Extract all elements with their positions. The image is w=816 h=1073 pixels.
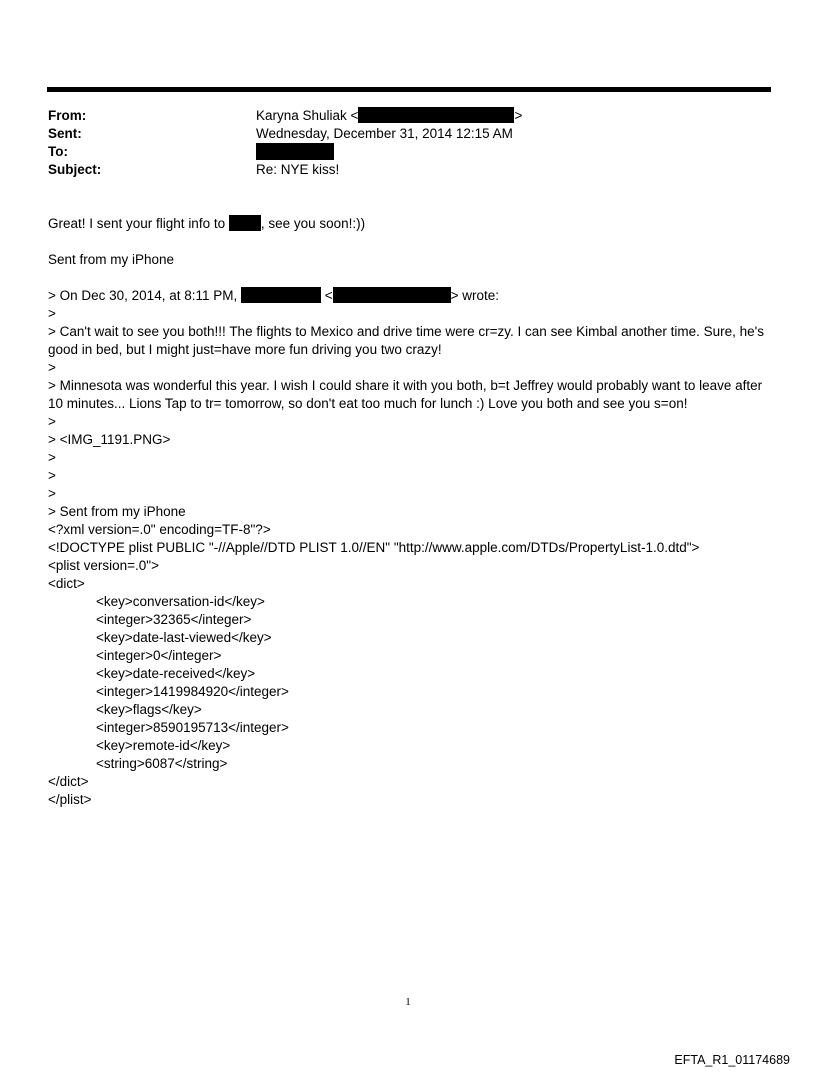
quote-intro-middle: < — [321, 288, 333, 303]
redaction-bar — [333, 287, 451, 303]
subject-value: Re: NYE kiss! — [256, 162, 340, 177]
plist-close-tag: </plist> — [48, 792, 92, 807]
plist-entry: <key>date-received</key> — [96, 666, 256, 681]
quote-intro — [48, 287, 773, 305]
from-label: From: — [48, 108, 87, 123]
quote-marker: > — [48, 360, 56, 375]
dict-open-tag: <dict> — [48, 576, 85, 591]
plist-entry: <integer>0</integer> — [96, 648, 222, 663]
sent-value: Wednesday, December 31, 2014 12:15 AM — [256, 126, 513, 141]
from-close: > — [514, 108, 523, 123]
redaction-bar — [256, 143, 334, 160]
to-value — [256, 143, 334, 162]
dict-close-tag: </dict> — [48, 774, 89, 789]
from-value — [256, 107, 522, 125]
header-rule — [47, 87, 771, 92]
plist-entry: <key>remote-id</key> — [96, 738, 231, 753]
reply-text-start: Great! I sent your flight info to — [48, 216, 229, 231]
plist-entry: <key>date-last-viewed</key> — [96, 630, 272, 645]
plist-xml-declaration: <?xml version=.0" encoding=TF-8"?> — [48, 522, 271, 537]
sent-label: Sent: — [48, 126, 82, 141]
plist-entry: <string>6087</string> — [96, 756, 228, 771]
quote-attachment: > <IMG_1191.PNG> — [48, 432, 171, 447]
plist-entry: <key>flags</key> — [96, 702, 202, 717]
document-id: EFTA_R1_01174689 — [674, 1053, 790, 1067]
quote-marker: > — [48, 414, 56, 429]
reply-text-end: , see you soon!:)) — [260, 216, 366, 231]
subject-label: Subject: — [48, 162, 102, 177]
quote-intro-start: > On Dec 30, 2014, at 8:11 PM, — [48, 288, 241, 303]
plist-entry: <integer>32365</integer> — [96, 612, 252, 627]
quote-marker: > — [48, 306, 56, 321]
redaction-bar — [358, 107, 514, 123]
quote-signature: > Sent from my iPhone — [48, 504, 186, 519]
quote-paragraph: > Can't wait to see you both!!! The flights to Mexico and drive time were cr=zy. I can see Kimbal another time. Sure, he's good in bed, but I might just=have more fun driving you two crazy! — [48, 324, 765, 357]
reply-line — [48, 215, 773, 233]
email-body — [48, 215, 773, 809]
plist-open-tag: <plist version=.0"> — [48, 558, 159, 573]
plist-entry: <integer>8590195713</integer> — [96, 720, 289, 735]
page-number: 1 — [405, 996, 411, 1008]
quote-marker: > — [48, 486, 56, 501]
redaction-bar — [241, 287, 321, 303]
plist-entry: <key>conversation-id</key> — [96, 594, 265, 609]
plist-entry: <integer>1419984920</integer> — [96, 684, 289, 699]
plist-doctype: <!DOCTYPE plist PUBLIC "-//Apple//DTD PLIST 1.0//EN" "http://www.apple.com/DTDs/PropertyList-1.0.dtd"> — [48, 540, 700, 555]
quote-marker: > — [48, 450, 56, 465]
email-header — [48, 107, 773, 182]
to-label: To: — [48, 144, 68, 159]
quote-paragraph: > Minnesota was wonderful this year. I wish I could share it with you both, b=t Jeffrey would probably want to leave after 10 minutes... Lions Tap to tr= tomorrow, so don't eat too much for lunch :) Love you both and see you s=on! — [48, 378, 763, 411]
redaction-bar — [229, 215, 261, 231]
quote-intro-end: > wrote: — [450, 288, 500, 303]
quote-marker: > — [48, 468, 56, 483]
signature-line: Sent from my iPhone — [48, 252, 175, 267]
from-name: Karyna Shuliak < — [256, 108, 359, 123]
